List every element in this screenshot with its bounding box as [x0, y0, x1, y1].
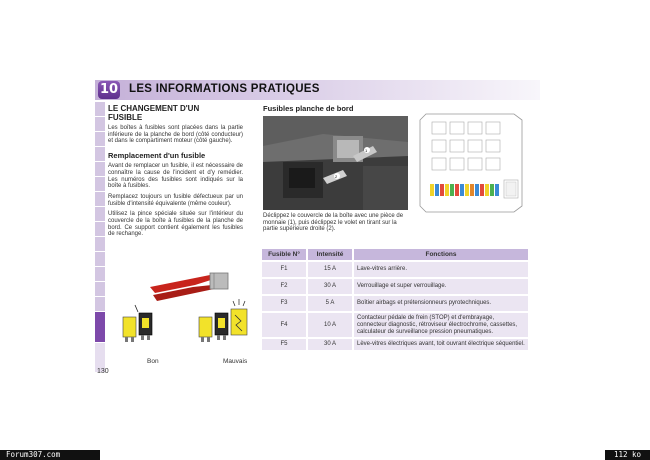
table-row	[262, 262, 528, 277]
side-tab	[95, 117, 105, 132]
caption-good: Bon	[147, 358, 159, 365]
cell-fuse-number: F3	[262, 296, 306, 311]
side-tab	[95, 222, 105, 237]
side-tab	[95, 102, 105, 117]
left-column	[108, 104, 243, 242]
cell-fuse-number: F2	[262, 279, 306, 294]
chapter-title: LES INFORMATIONS PRATIQUES	[129, 83, 320, 95]
cell-fuse-number: F4	[262, 313, 306, 337]
side-tab	[95, 147, 105, 162]
fuse-box-diagram	[418, 110, 528, 214]
blown-fuse-icon	[199, 299, 247, 342]
side-tab	[95, 192, 105, 207]
col-header-amperage: Intensité	[308, 249, 352, 260]
side-tab	[95, 177, 105, 192]
status-bar	[0, 450, 650, 460]
table-row	[262, 339, 528, 350]
chapter-number-badge: 10	[99, 82, 119, 97]
side-tab	[95, 282, 105, 297]
subheading: Remplacement d'un fusible	[108, 151, 206, 161]
instruction-text: Déclippez le couvercle de la boîte avec une pièce de monnaie (1), puis déclippez le volet en tirant sur la partie supérieure droite (2).	[263, 213, 404, 233]
photo-label-2: 2	[335, 174, 338, 179]
cell-function: Lève-vitres électriques avant, toit ouvrant électrique séquentiel.	[354, 339, 528, 350]
intro-paragraph: Les boîtes à fusibles sont placées dans la partie inférieure de la planche de bord (côté conducteur) et dans le compartiment moteur (côté gauche).	[108, 125, 243, 145]
side-tab	[95, 297, 105, 312]
manual-page	[95, 80, 540, 380]
col-header-fuse: Fusible N°	[262, 249, 306, 260]
side-tab-active	[95, 312, 105, 343]
source-label: Forum307.com	[0, 450, 100, 460]
paragraph-1: Avant de remplacer un fusible, il est nécessaire de connaître la cause de l'incident et d'y remédier. Les numéros des fusibles sont indiqués sur la boîte à fusibles.	[108, 163, 243, 190]
page-number: 130	[97, 368, 109, 375]
cell-function: Boîtier airbags et prétensionneurs pyrotechniques.	[354, 296, 528, 311]
cell-function: Contacteur pédale de frein (STOP) et d'embrayage, connecteur diagnostic, rétroviseur électrochrome, cassettes, calculateur de surveillance pression pneumatiques.	[354, 313, 528, 337]
fuse-illustration	[115, 265, 255, 350]
cell-amperage: 5 A	[308, 296, 352, 311]
cell-function: Verrouillage et super verrouillage.	[354, 279, 528, 294]
cell-fuse-number: F5	[262, 339, 306, 350]
side-tab	[95, 162, 105, 177]
section-title: Fusibles planche de bord	[263, 104, 354, 113]
side-tabs	[95, 102, 105, 372]
table-row	[262, 279, 528, 294]
col-header-functions: Fonctions	[354, 249, 528, 260]
photo-label-1: 1	[365, 148, 368, 153]
dashboard-photo-image	[263, 116, 408, 210]
side-tab	[95, 207, 105, 222]
cell-amperage: 30 A	[308, 279, 352, 294]
dashboard-photo	[263, 116, 408, 210]
cell-amperage: 30 A	[308, 339, 352, 350]
side-tab	[95, 237, 105, 252]
heading-line-1: LE CHANGEMENT D'UN	[108, 104, 200, 113]
caption-bad: Mauvais	[223, 358, 248, 365]
table-row	[262, 296, 528, 311]
cell-function: Lave-vitres arrière.	[354, 262, 528, 277]
side-tab	[95, 132, 105, 147]
table-row	[262, 313, 528, 337]
heading-line-2: FUSIBLE	[108, 113, 143, 122]
table-header-row	[262, 249, 528, 260]
good-fuse-icon	[123, 305, 152, 342]
section-heading	[108, 104, 243, 122]
paragraph-3: Utilisez la pince spéciale située sur l'intérieur du couvercle de la boîte à fusibles de la planche de bord. Ce support contient également les fusibles de rechange.	[108, 211, 243, 238]
side-tab	[95, 267, 105, 282]
fuse-puller-icon	[150, 273, 228, 301]
cell-amperage: 10 A	[308, 313, 352, 337]
file-size-label: 112 ko	[605, 450, 650, 460]
cell-amperage: 15 A	[308, 262, 352, 277]
cell-fuse-number: F1	[262, 262, 306, 277]
fuse-table	[260, 247, 530, 352]
chapter-header	[95, 80, 540, 100]
paragraph-2: Remplacez toujours un fusible défectueux par un fusible d'intensité équivalente (même couleur).	[108, 193, 243, 207]
side-tab	[95, 252, 105, 267]
